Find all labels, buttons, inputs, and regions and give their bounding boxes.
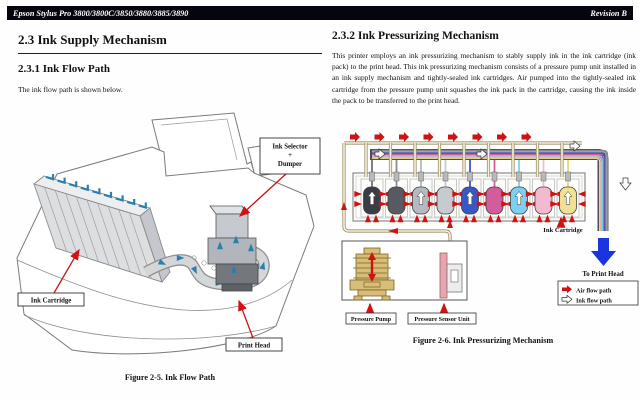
ink-selector-label-text: Ink Selector	[272, 143, 308, 151]
flow-legend	[558, 281, 638, 305]
label-ink-cartridge	[18, 293, 84, 306]
label-ink-selector-dumper	[260, 138, 320, 174]
header-product-title: Epson Stylus Pro 3800/3800C/3850/3880/3885/3890	[13, 8, 189, 18]
legend-air-flow-label: Air flow path	[576, 287, 612, 295]
to-print-head-arrow-icon	[591, 238, 616, 266]
subsection-heading-ink-flow-path: 2.3.1 Ink Flow Path	[18, 63, 110, 75]
svg-text:Ink Cartridge: Ink Cartridge	[30, 297, 72, 305]
ink-flow-diagram	[4, 110, 328, 368]
figure-2-6-caption: Figure 2-6. Ink Pressurizing Mechanism	[412, 336, 554, 345]
page-header-bar	[7, 6, 633, 20]
pressurizing-body-text: This printer employs an ink pressurizing mechanism to stably supply ink in the ink cartridge (ink pack) to the print head. This ink pressurizing mechanism consists of a pressure pump unit installed in an ink supply mechanism and tightly-sealed ink cartridges. Air pumped into the tightly-sealed ink cartridge from the pressure pump unit squashes the ink pack in the cartridge, causing the ink inside the pack to be transferred to the print head.	[332, 51, 636, 105]
svg-text:Pressure Sensor Unit: Pressure Sensor Unit	[414, 316, 470, 323]
label-pressure-sensor-unit	[408, 313, 476, 324]
figure-2-5-caption: Figure 2-5. Ink Flow Path	[124, 373, 216, 382]
label-pressure-pump	[346, 313, 396, 324]
label-to-print-head: To Print Head	[582, 271, 624, 278]
svg-text:Dumper: Dumper	[277, 161, 303, 168]
header-revision: Revision B	[590, 8, 627, 18]
svg-text:Print Head: Print Head	[237, 342, 271, 350]
legend-ink-flow-label: Ink flow path	[576, 297, 612, 305]
printer-paper-support-outline	[152, 113, 272, 180]
label-ink-cartridge-right: Ink Cartridge	[543, 227, 583, 234]
subsection-heading-pressurizing: 2.3.2 Ink Pressurizing Mechanism	[332, 30, 499, 42]
pressurizing-diagram	[332, 126, 640, 332]
svg-text:Pressure Pump: Pressure Pump	[350, 316, 392, 323]
air-flow-arrow-icons	[350, 132, 532, 142]
pump-unit-box	[342, 241, 467, 300]
svg-text:+: +	[288, 152, 292, 159]
section-heading: 2.3 Ink Supply Mechanism	[18, 32, 322, 54]
printer-body-outline	[17, 147, 314, 354]
intro-text: The ink flow path is shown below.	[18, 85, 123, 94]
label-print-head	[226, 338, 282, 351]
